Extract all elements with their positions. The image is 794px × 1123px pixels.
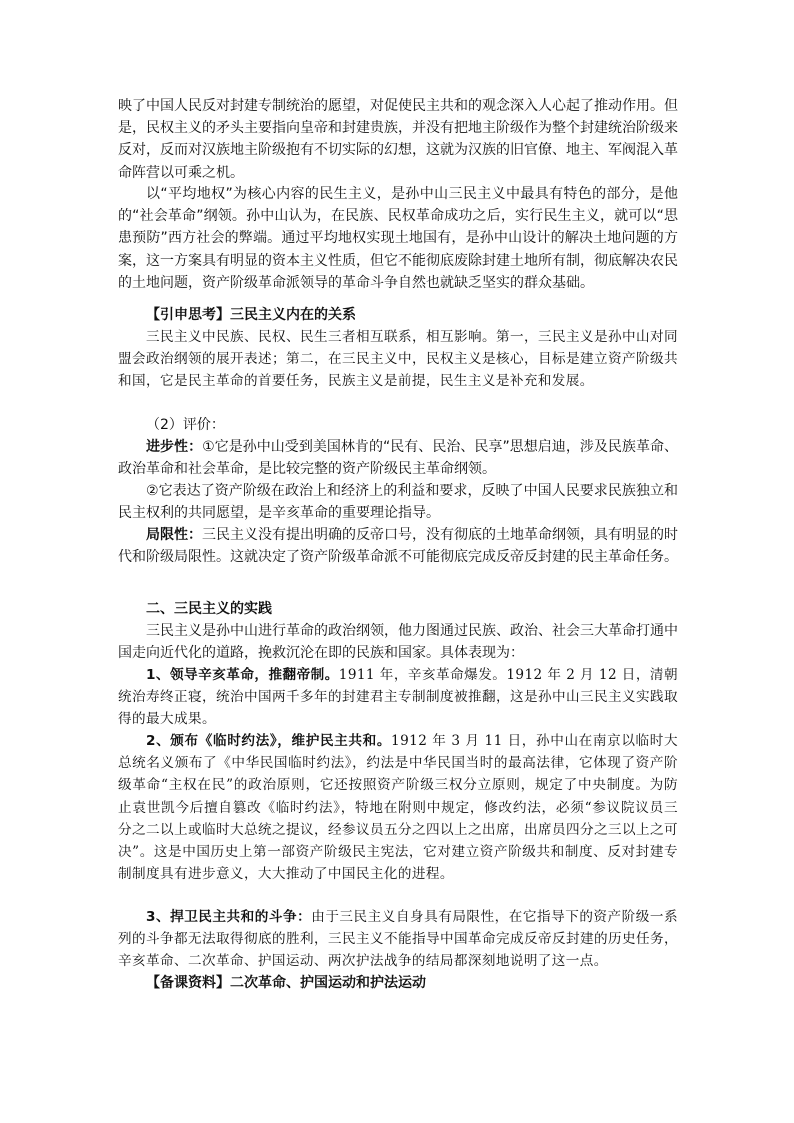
progressive-text-1: ①它是孙中山受到美国林肯的“民有、民治、民享”思想启迪，涉及民族革命、政治革命和社会革命，是比较完整的资产阶级民主革命纲领。 bbox=[118, 439, 679, 478]
limitation-text: 三民主义没有提出明确的反帝口号，没有彻底的土地革命纲领，具有明显的时代和阶级局限性。这就决定了资产阶级革命派不可能彻底完成反帝反封建的民主革命任务。 bbox=[118, 527, 678, 566]
item-3-text: 由于三民主义自身具有局限性，在它指导下的资产阶级一系列的斗争都无法取得彻底的胜利，三民主义不能指导中国革命完成反帝反封建的历史任务，辛亥革命、二次革命、护国运动、两次护法战争的结局都深刻地说明了这一点。 bbox=[118, 909, 678, 970]
progressive-label: 进步性： bbox=[146, 439, 203, 455]
paragraph-item-3 bbox=[118, 906, 678, 973]
paragraph-item-2 bbox=[118, 730, 678, 885]
heading-extended-thinking: 【引申思考】三民主义内在的关系 bbox=[146, 307, 356, 323]
paragraph-limitation bbox=[118, 524, 678, 568]
section-heading-practice: 二、三民主义的实践 bbox=[146, 601, 272, 617]
paragraph-progressive-2: ②它表达了资产阶级在政治上和经济上的利益和要求，反映了中国人民要求民族独立和民主权利的共同愿望，是辛亥革命的重要理论指导。 bbox=[118, 483, 678, 522]
limitation-label: 局限性： bbox=[146, 527, 202, 543]
item-3-label: 3、捍卫民主共和的斗争： bbox=[146, 909, 312, 925]
paragraph-internal-relation: 三民主义中民族、民权、民生三者相互联系，相互影响。第一，三民主义是孙中山对同盟会政治纲领的展开表述；第二，在三民主义中，民权主义是核心，目标是建立资产阶级共和国，它是民主革命的首要任务，民族主义是前提，民生主义是补充和发展。 bbox=[118, 329, 678, 390]
paragraph-minsheng: 以“平均地权”为核心内容的民生主义，是孙中山三民主义中最具有特色的部分，是他的“社会革命”纲领。孙中山认为，在民族、民权革命成功之后，实行民生主义，就可以“思患预防”西方社会的弊端。通过平均地权实现土地国有，是孙中山设计的解决土地问题的方案，这一方案具有明显的资本主义性质，但它不能彻底废除封建土地所有制，彻底解决农民的土地问题，资产阶级革命派领导的革命斗争自然也就缺乏坚实的群众基础。 bbox=[118, 186, 678, 291]
paragraph-minquan-limitation: 映了中国人民反对封建专制统治的愿望，对促使民主共和的观念深入人心起了推动作用。但是，民权主义的矛头主要指向皇帝和封建贵族，并没有把地主阶级作为整个封建统治阶级来反对，反而对汉族地主阶级抱有不切实际的幻想，这就为汉族的旧官僚、地主、军阀混入革命阵营以可乘之机。 bbox=[118, 98, 678, 181]
paragraph-practice-intro: 三民主义是孙中山进行革命的政治纲领，他力图通过民族、政治、社会三大革命打通中国走向近代化的道路，挽救沉沦在即的民族和国家。具体表现为： bbox=[118, 623, 678, 662]
paragraph-progressive-1 bbox=[118, 436, 678, 480]
item-2-text: 1912 年 3 月 11 日，孙中山在南京以临时大总统名义颁布了《中华民国临时约法》，约法是中华民国当时的最高法律，它体现了资产阶级革命“主权在民”的政治原则，它还按照资产阶级三权分立原则，规定了中央制度。为防止袁世凯今后擅自篡改《临时约法》，特地在附则中规定，修改约法，必须“参议院议员三分之二以上或临时大总统之提议，经参议员五分之四以上之出席，出席员四分之三以上之可决”。这是中国历史上第一部资产阶级民主宪法，它对建立资产阶级共和制度、反对封建专制制度具有进步意义，大大推动了中国民主化的进程。 bbox=[118, 733, 678, 883]
evaluation-heading: （2）评价： bbox=[146, 417, 225, 433]
item-1-label: 1、领导辛亥革命，推翻帝制。 bbox=[146, 667, 339, 683]
heading-reference-material: 【备课资料】二次革命、护国运动和护法运动 bbox=[146, 975, 426, 991]
item-2-label: 2、颁布《临时约法》，维护民主共和。 bbox=[146, 733, 392, 749]
item-1-text: 1911 年，辛亥革命爆发。1912 年 2 月 12 日，清朝统治寿终正寝，统治中国两千多年的封建君主专制制度被推翻，这是孙中山三民主义实践取得的最大成果。 bbox=[118, 667, 678, 728]
paragraph-item-1 bbox=[118, 664, 678, 731]
